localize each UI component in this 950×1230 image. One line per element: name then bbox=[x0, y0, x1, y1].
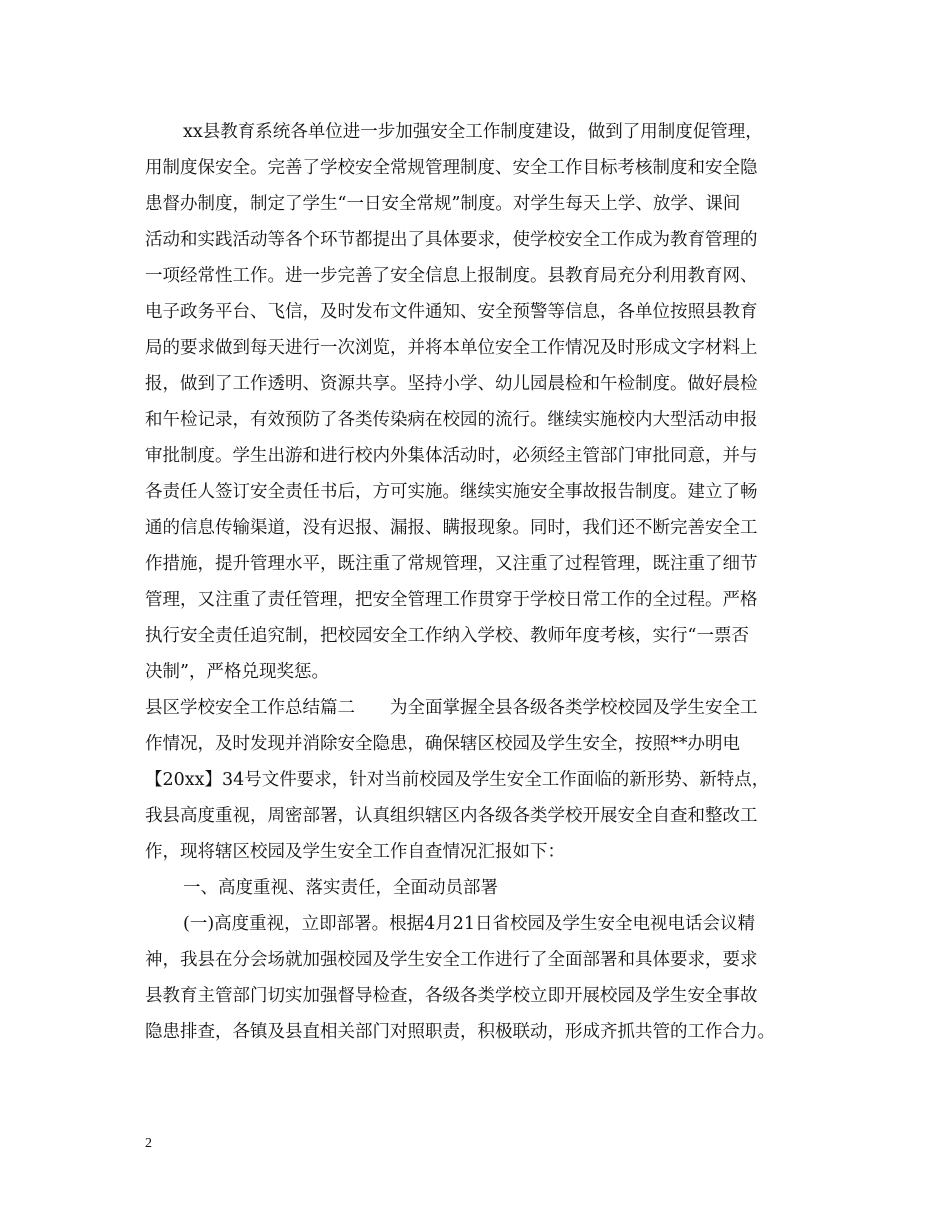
text-line: 作措施，提升管理水平，既注重了常规管理，又注重了过程管理，既注重了细节 bbox=[145, 554, 758, 574]
text-line: 各责任人签订安全责任书后，方可实施。继续实施安全事故报告制度。建立了畅 bbox=[145, 482, 758, 502]
text-line: 【20xx】34号文件要求，针对当前校园及学生安全工作面临的新形势、新特点， bbox=[145, 770, 770, 790]
text-line: 作，现将辖区校园及学生安全工作自查情况汇报如下： bbox=[145, 842, 565, 862]
text-line: 决制”，严格兑现奖惩。 bbox=[145, 662, 329, 682]
page-number: 2 bbox=[145, 1136, 152, 1151]
text-line: 活动和实践活动等各个环节都提出了具体要求，使学校安全工作成为教育管理的 bbox=[145, 230, 758, 250]
text-line: 通的信息传输渠道，没有迟报、漏报、瞒报现象。同时，我们还不断完善安全工 bbox=[145, 518, 758, 538]
section-heading-line: 县区学校安全工作总结篇二 为全面掌握全县各级各类学校校园及学生安全工 bbox=[145, 698, 758, 718]
text-line: 作情况，及时发现并消除安全隐患，确保辖区校园及学生安全，按照**办明电 bbox=[145, 734, 740, 754]
document-body bbox=[145, 114, 815, 1050]
text-line: 一项经常性工作。进一步完善了安全信息上报制度。县教育局充分利用教育网、 bbox=[145, 266, 758, 286]
text-line: 患督办制度，制定了学生“一日安全常规”制度。对学生每天上学、放学、课间 bbox=[145, 194, 741, 214]
text-line: 执行安全责任追究制，把校园安全工作纳入学校、教师年度考核，实行“一票否 bbox=[145, 626, 749, 646]
text-line: 我县高度重视，周密部署，认真组织辖区内各级各类学校开展安全自查和整改工 bbox=[145, 806, 758, 826]
text-line: 电子政务平台、飞信，及时发布文件通知、安全预警等信息，各单位按照县教育 bbox=[145, 302, 758, 322]
text-line: 管理，又注重了责任管理，把安全管理工作贯穿于学校日常工作的全过程。严格 bbox=[145, 590, 758, 610]
text-line: 用制度保安全。完善了学校安全常规管理制度、安全工作目标考核制度和安全隐 bbox=[145, 158, 758, 178]
text-line: 审批制度。学生出游和进行校内外集体活动时，必须经主管部门审批同意，并与 bbox=[145, 446, 758, 466]
text-line: 县教育主管部门切实加强督导检查，各级各类学校立即开展校园及学生安全事故 bbox=[145, 986, 758, 1006]
text-line: 报，做到了工作透明、资源共享。坚持小学、幼儿园晨检和午检制度。做好晨检 bbox=[145, 374, 758, 394]
text-line: 局的要求做到每天进行一次浏览，并将本单位安全工作情况及时形成文字材料上 bbox=[145, 338, 758, 358]
subsection-heading: 一、高度重视、落实责任，全面动员部署 bbox=[183, 878, 498, 898]
text-line: xx县教育系统各单位进一步加强安全工作制度建设，做到了用制度促管理， bbox=[183, 122, 763, 142]
text-line: 神，我县在分会场就加强校园及学生安全工作进行了全面部署和具体要求，要求 bbox=[145, 950, 758, 970]
text-line: 和午检记录，有效预防了各类传染病在校园的流行。继续实施校内大型活动申报 bbox=[145, 410, 758, 430]
text-line: 隐患排查，各镇及县直相关部门对照职责，积极联动，形成齐抓共管的工作合力。 bbox=[145, 1022, 775, 1042]
text-line: (一)高度重视，立即部署。根据4月21日省校园及学生安全电视电话会议精 bbox=[183, 914, 756, 934]
